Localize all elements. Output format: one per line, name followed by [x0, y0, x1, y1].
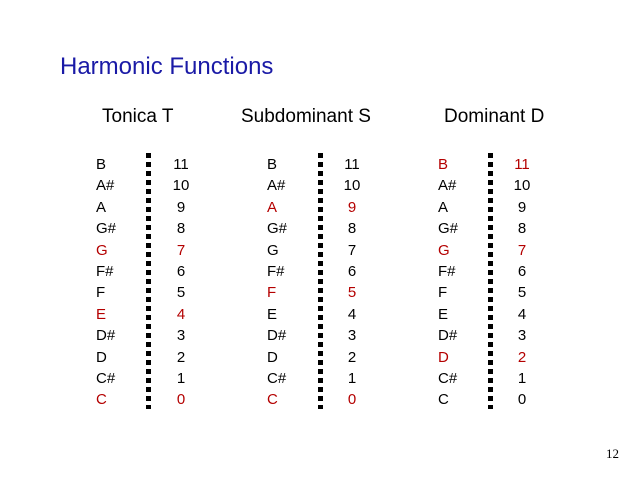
pitch-class-number: 9 [347, 198, 357, 216]
pitch-class-number: 5 [517, 284, 527, 302]
note-label: D# [96, 327, 116, 345]
notes-column-tonica [96, 154, 116, 411]
dotted-separator-tonica [146, 153, 151, 409]
pitch-class-number: 9 [176, 198, 186, 216]
pitch-class-number: 5 [176, 284, 186, 302]
pitch-class-number: 5 [347, 284, 357, 302]
pitch-class-number: 1 [347, 369, 357, 387]
note-label: A [96, 198, 107, 216]
note-label: F [267, 284, 277, 302]
pitch-class-number: 10 [172, 177, 190, 195]
pitch-class-number: 2 [347, 348, 357, 366]
note-label: G [96, 241, 108, 259]
pitch-class-number: 7 [517, 241, 527, 259]
pitch-class-number: 9 [517, 198, 527, 216]
note-label: F [438, 284, 448, 302]
note-label: D [267, 348, 278, 366]
note-label: D [438, 348, 449, 366]
pitch-class-number: 6 [176, 262, 186, 280]
pitch-class-number: 11 [173, 156, 189, 173]
note-label: D [96, 348, 107, 366]
note-label: C# [438, 369, 458, 387]
pitch-class-number: 8 [176, 220, 186, 238]
pitch-class-number: 10 [513, 177, 531, 195]
pitch-class-number: 0 [347, 391, 357, 409]
pitch-class-number: 4 [176, 305, 186, 323]
note-label: A [267, 198, 278, 216]
note-label: C [96, 391, 107, 409]
note-label: C [438, 391, 449, 409]
notes-column-subdominant [267, 154, 287, 411]
note-label: F# [267, 262, 285, 280]
dotted-separator-dominant [488, 153, 493, 409]
note-label: E [96, 305, 107, 323]
page-title: Harmonic Functions [60, 53, 274, 80]
pitch-class-number: 1 [517, 369, 527, 387]
pitch-class-number: 6 [347, 262, 357, 280]
pitch-class-number: 3 [517, 327, 527, 345]
pitch-class-number: 6 [517, 262, 527, 280]
numbers-column-dominant [511, 154, 533, 411]
note-label: B [96, 156, 107, 173]
pitch-class-number: 11 [514, 156, 530, 173]
note-label: F [96, 284, 106, 302]
note-label: F# [438, 262, 456, 280]
heading-dominant: Dominant D [444, 106, 545, 127]
note-label: C# [96, 369, 116, 387]
heading-tonica: Tonica T [102, 106, 174, 127]
page-number: 12 [606, 446, 619, 461]
note-label: A# [438, 177, 457, 195]
numbers-column-subdominant [341, 154, 363, 411]
pitch-class-number: 8 [517, 220, 527, 238]
pitch-class-number: 1 [176, 369, 186, 387]
note-label: G# [438, 220, 459, 238]
note-label: E [438, 305, 449, 323]
pitch-class-number: 3 [176, 327, 186, 345]
note-label: G [438, 241, 450, 259]
note-label: A# [96, 177, 115, 195]
note-label: C [267, 391, 278, 409]
note-label: G [267, 241, 279, 259]
pitch-class-number: 2 [176, 348, 186, 366]
pitch-class-number: 0 [517, 391, 527, 409]
note-label: A# [267, 177, 286, 195]
notes-column-dominant [438, 154, 458, 411]
note-label: C# [267, 369, 287, 387]
pitch-class-number: 2 [517, 348, 527, 366]
heading-subdominant: Subdominant S [241, 106, 371, 127]
note-label: E [267, 305, 278, 323]
dotted-separator-subdominant [318, 153, 323, 409]
pitch-class-number: 4 [347, 305, 357, 323]
note-label: D# [267, 327, 287, 345]
note-label: B [267, 156, 278, 173]
pitch-class-number: 3 [347, 327, 357, 345]
note-label: B [438, 156, 449, 173]
pitch-class-number: 11 [344, 156, 360, 173]
numbers-column-tonica [170, 154, 192, 411]
note-label: G# [96, 220, 117, 238]
pitch-class-number: 10 [343, 177, 361, 195]
pitch-class-number: 7 [176, 241, 186, 259]
note-label: G# [267, 220, 288, 238]
pitch-class-number: 7 [347, 241, 357, 259]
pitch-class-number: 4 [517, 305, 527, 323]
pitch-class-number: 0 [176, 391, 186, 409]
note-label: F# [96, 262, 114, 280]
note-label: A [438, 198, 449, 216]
pitch-class-number: 8 [347, 220, 357, 238]
note-label: D# [438, 327, 458, 345]
